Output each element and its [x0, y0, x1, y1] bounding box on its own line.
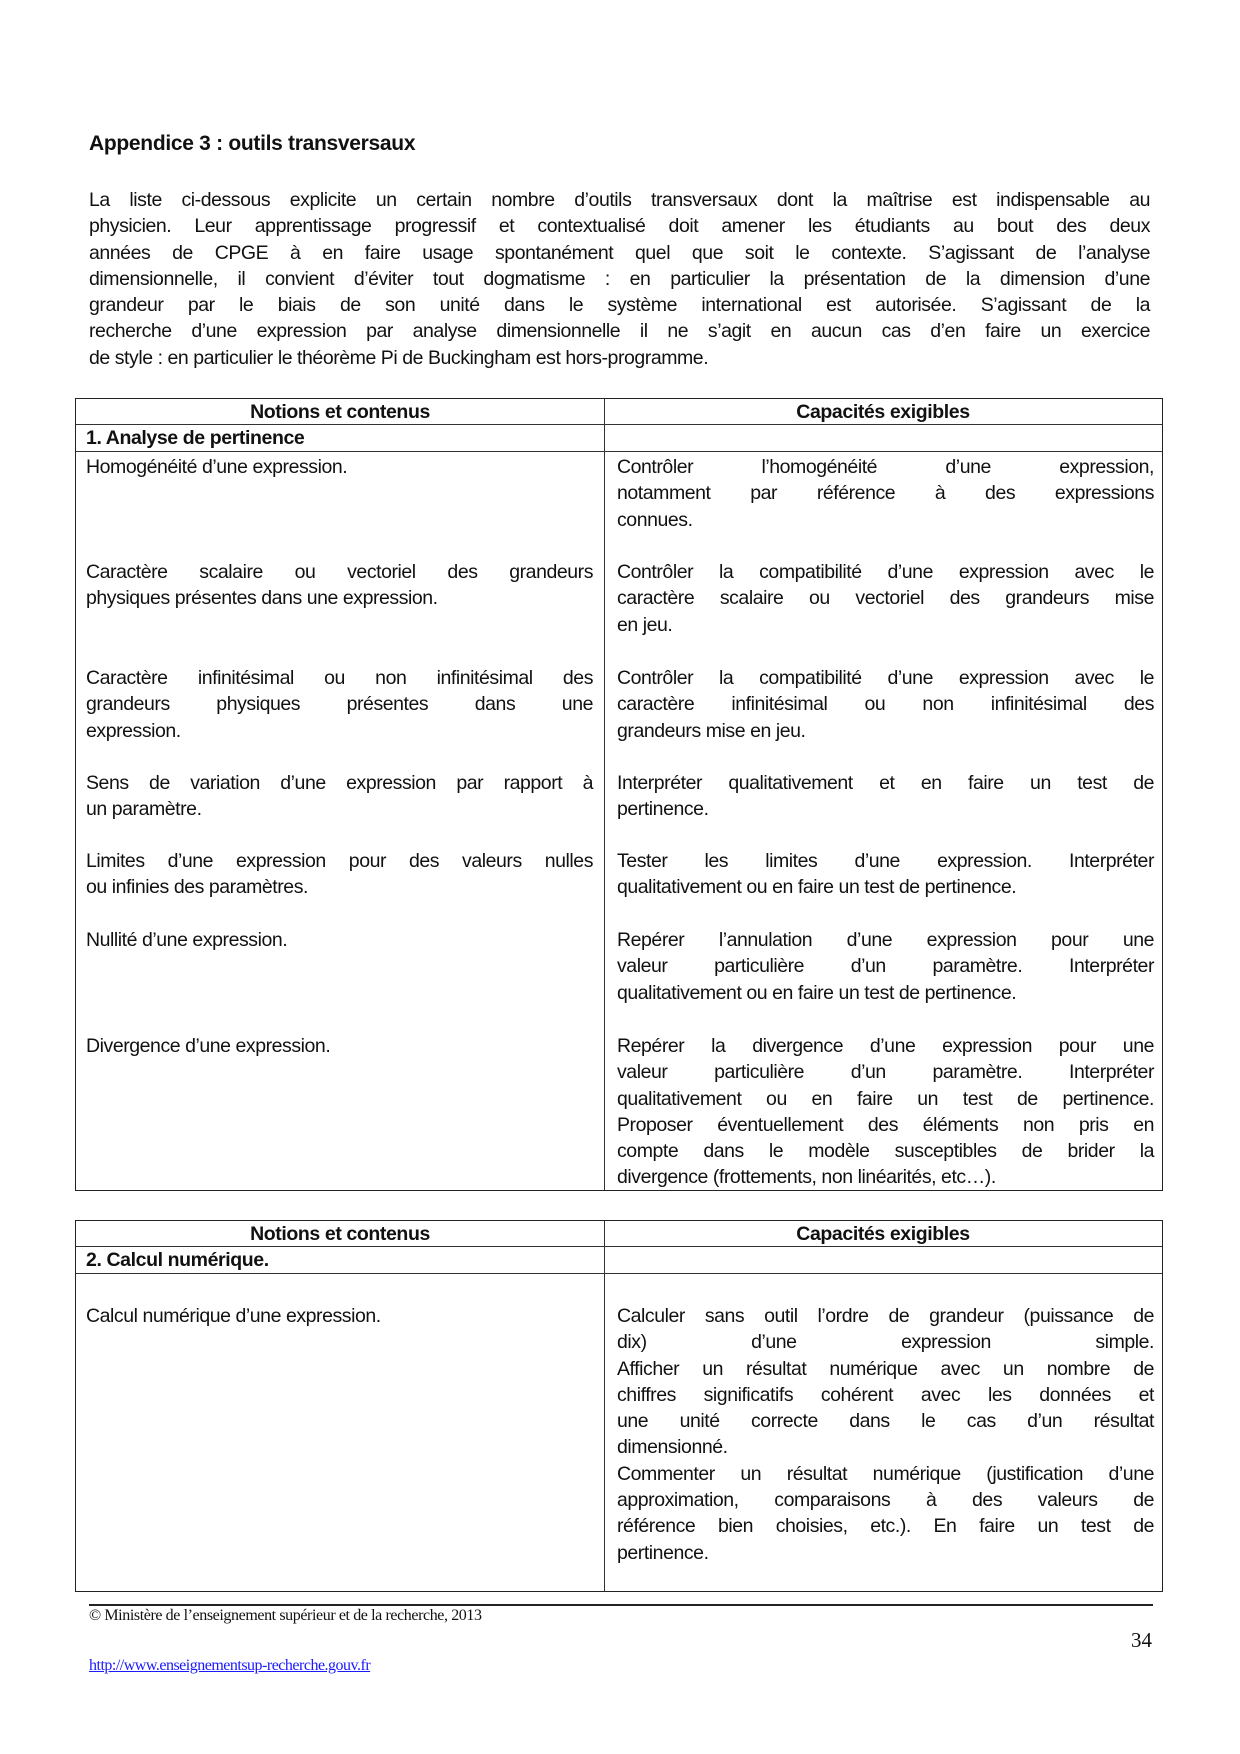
- capacite-cell: [617, 1303, 1154, 1566]
- column-divider: [604, 399, 605, 1190]
- intro-line: grandeur par le biais de son unité dans le système international est autorisée. S’agissant de la: [89, 294, 1150, 317]
- cell-line: qualitativement ou en faire un test de pertinence.: [617, 981, 1017, 1004]
- cell-line: Repérer la divergence d’une expression pour une: [617, 1035, 1154, 1057]
- notion-cell: [86, 559, 593, 612]
- column-header-notions: Notions et contenus: [250, 401, 430, 423]
- notion-cell: [86, 1033, 593, 1059]
- cell-line: Calcul numérique d’une expression.: [86, 1305, 381, 1327]
- cell-line: caractère scalaire ou vectoriel des grandeurs mise: [617, 587, 1154, 610]
- notion-cell: [86, 1303, 593, 1329]
- footer-copyright: © Ministère de l’enseignement supérieur et de la recherche, 2013: [89, 1607, 482, 1624]
- cell-line: Nullité d’une expression.: [86, 929, 288, 951]
- cell-line: Homogénéité d’une expression.: [86, 456, 348, 478]
- cell-line: Caractère infinitésimal ou non infinitésimal des: [86, 667, 593, 689]
- capacite-cell: [617, 665, 1154, 744]
- cell-line: approximation, comparaisons à des valeurs de: [617, 1489, 1154, 1512]
- notion-cell: [86, 927, 593, 953]
- cell-line: Divergence d’une expression.: [86, 1035, 331, 1057]
- cell-line: Contrôler l’homogénéité d’une expression,: [617, 456, 1154, 478]
- cell-line: Contrôler la compatibilité d’une expression avec le: [617, 667, 1154, 689]
- cell-line: connues.: [617, 508, 693, 531]
- intro-line: dimensionnelle, il convient d’éviter tout dogmatisme : en particulier la présentation de la dimension d’une: [89, 267, 1150, 290]
- column-header-capacites: Capacités exigibles: [796, 401, 970, 423]
- cell-line: Tester les limites d’une expression. Interpréter: [617, 850, 1154, 872]
- cell-line: dimensionné.: [617, 1436, 728, 1459]
- capacite-cell: [617, 848, 1154, 901]
- cell-line: un paramètre.: [86, 798, 202, 821]
- intro-line: physicien. Leur apprentissage progressif et contextualisé doit amener les étudiants au bout des deux: [89, 215, 1150, 238]
- capacite-cell: [617, 454, 1154, 533]
- page-number: 34: [1131, 1628, 1152, 1652]
- cell-line: Contrôler la compatibilité d’une expression avec le: [617, 561, 1154, 583]
- cell-line: dix) d’une expression simple.: [617, 1331, 1154, 1354]
- cell-line: Afficher un résultat numérique avec un nombre de: [617, 1357, 1154, 1380]
- table-analyse-pertinence: [75, 398, 1163, 1191]
- row-divider: [76, 451, 1162, 452]
- cell-line: Commenter un résultat numérique (justification d’une: [617, 1462, 1154, 1485]
- section-title: 1. Analyse de pertinence: [86, 427, 305, 449]
- column-header-capacites: Capacités exigibles: [796, 1223, 970, 1245]
- cell-line: en jeu.: [617, 613, 673, 636]
- notion-cell: [86, 454, 593, 480]
- cell-line: Caractère scalaire ou vectoriel des grandeurs: [86, 561, 593, 583]
- cell-line: grandeurs mise en jeu.: [617, 719, 806, 742]
- intro-line: années de CPGE à en faire usage spontanément quel que soit le contexte. S’agissant de l’analyse: [89, 241, 1150, 264]
- cell-line: caractère infinitésimal ou non infinitésimal des: [617, 693, 1154, 716]
- cell-line: valeur particulière d’un paramètre. Interpréter: [617, 1061, 1154, 1084]
- intro-paragraph: [89, 187, 1150, 371]
- capacite-cell: [617, 770, 1154, 823]
- footer-rule: [89, 1604, 1153, 1606]
- page-title: Appendice 3 : outils transversaux: [89, 132, 416, 155]
- footer-link[interactable]: http://www.enseignementsup-recherche.gouv.fr: [89, 1657, 371, 1674]
- notion-cell: [86, 665, 593, 744]
- table-calcul-numerique: [75, 1220, 1163, 1592]
- cell-line: qualitativement ou en faire un test de pertinence.: [617, 876, 1017, 899]
- cell-line: pertinence.: [617, 1541, 709, 1564]
- cell-line: Interpréter qualitativement et en faire un test de: [617, 772, 1154, 794]
- notion-cell: [86, 770, 593, 823]
- intro-line: recherche d’une expression par analyse dimensionnelle il ne s’agit en aucun cas d’en faire un exercice: [89, 320, 1150, 343]
- intro-line: de style : en particulier le théorème Pi de Buckingham est hors-programme.: [89, 346, 709, 369]
- column-divider: [604, 1221, 605, 1591]
- capacite-cell: [617, 927, 1154, 1006]
- notion-cell: [86, 848, 593, 901]
- cell-line: grandeurs physiques présentes dans une: [86, 693, 593, 716]
- capacite-cell: [617, 1033, 1154, 1191]
- cell-line: physiques présentes dans une expression.: [86, 587, 438, 610]
- cell-line: une unité correcte dans le cas d’un résultat: [617, 1410, 1154, 1433]
- cell-line: notamment par référence à des expressions: [617, 482, 1154, 505]
- cell-line: référence bien choisies, etc.). En faire un test de: [617, 1515, 1154, 1538]
- column-header-notions: Notions et contenus: [250, 1223, 430, 1245]
- cell-line: valeur particulière d’un paramètre. Interpréter: [617, 955, 1154, 978]
- cell-line: qualitativement ou en faire un test de pertinence.: [617, 1087, 1154, 1110]
- cell-line: pertinence.: [617, 798, 709, 821]
- cell-line: compte dans le modèle susceptibles de brider la: [617, 1140, 1154, 1163]
- intro-line: La liste ci-dessous explicite un certain nombre d’outils transversaux dont la maîtrise est indispensable au: [89, 189, 1150, 211]
- cell-line: Calculer sans outil l’ordre de grandeur (puissance de: [617, 1305, 1154, 1327]
- cell-line: Limites d’une expression pour des valeurs nulles: [86, 850, 593, 872]
- cell-line: divergence (frottements, non linéarités, etc…).: [617, 1166, 996, 1189]
- cell-line: Repérer l’annulation d’une expression pour une: [617, 929, 1154, 951]
- cell-line: ou infinies des paramètres.: [86, 876, 308, 899]
- capacite-cell: [617, 559, 1154, 638]
- cell-line: Proposer éventuellement des éléments non pris en: [617, 1113, 1154, 1136]
- row-divider: [76, 1273, 1162, 1274]
- cell-line: Sens de variation d’une expression par rapport à: [86, 772, 593, 794]
- cell-line: chiffres significatifs cohérent avec les données et: [617, 1383, 1154, 1406]
- section-title: 2. Calcul numérique.: [86, 1249, 269, 1271]
- cell-line: expression.: [86, 719, 181, 742]
